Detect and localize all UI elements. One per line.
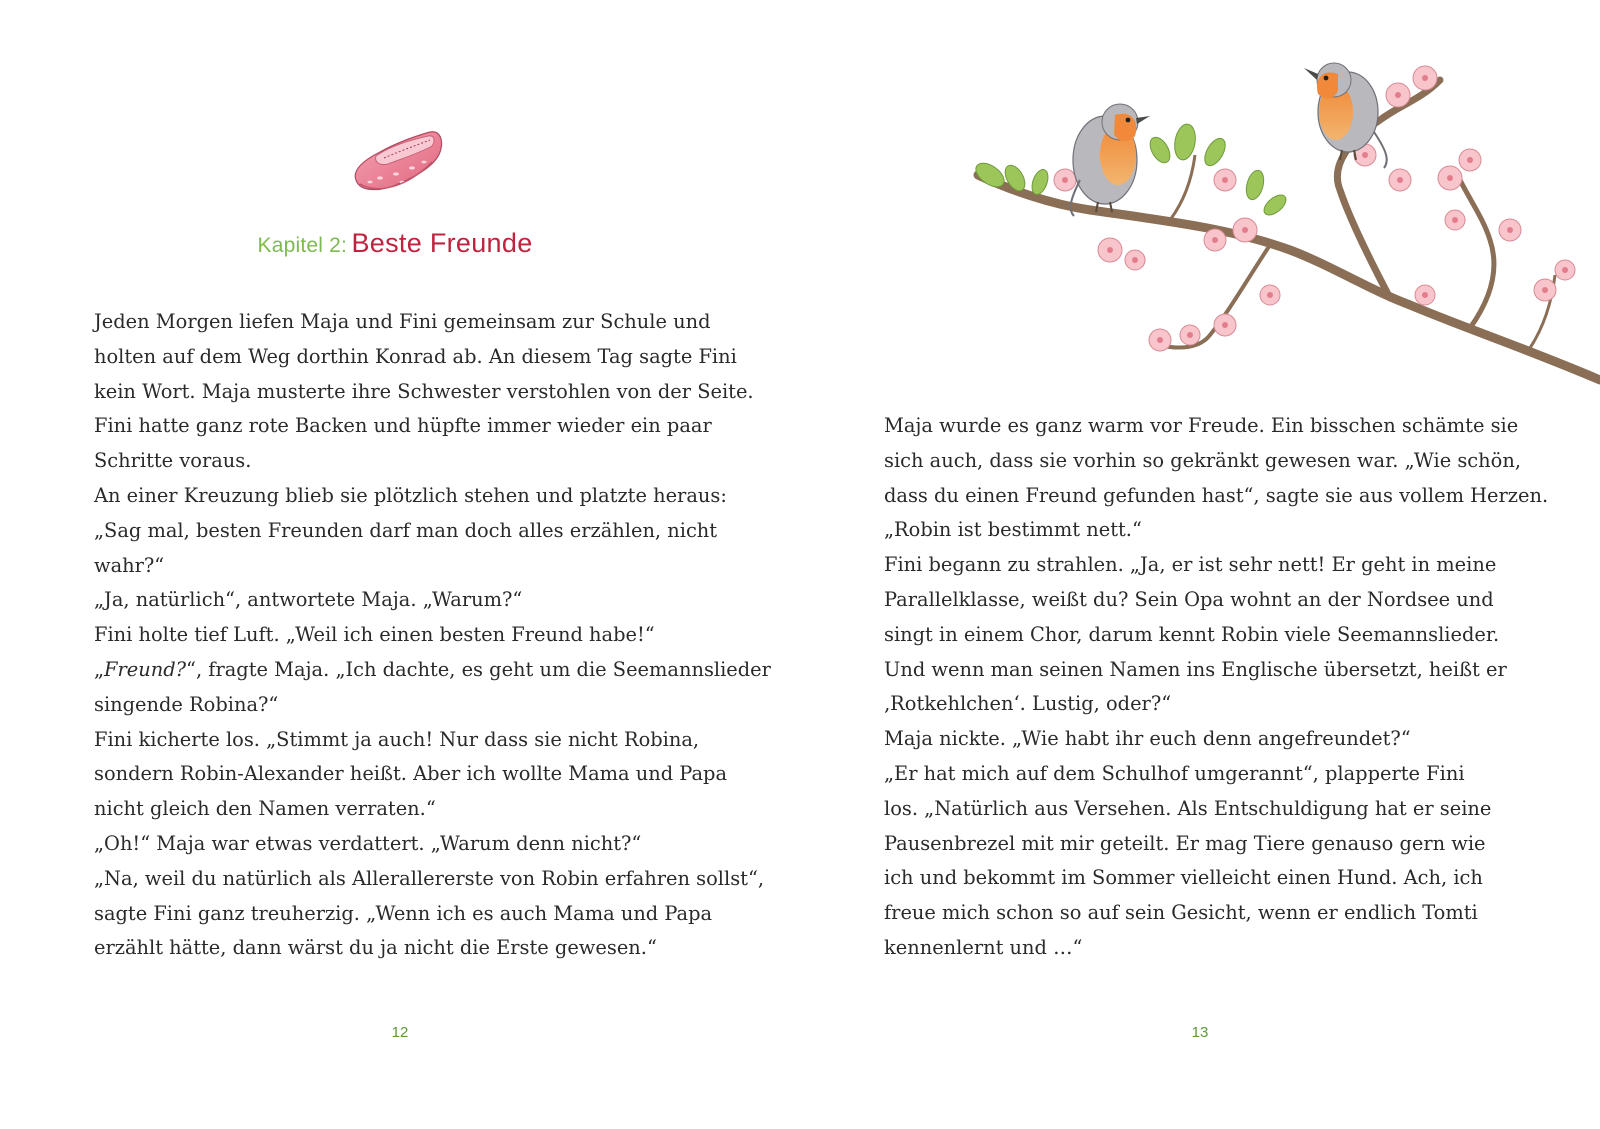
text-line: Fini begann zu strahlen. „Ja, er ist sehr nett! Er geht in meine bbox=[884, 553, 1497, 577]
text-line: ich und bekommt im Sommer vielleicht einen Hund. Ach, ich bbox=[884, 866, 1483, 890]
text-line: singende Robina?“ bbox=[94, 692, 279, 716]
text-line: Und wenn man seinen Namen ins Englische übersetzt, heißt er bbox=[884, 657, 1507, 681]
text-line: Fini kicherte los. „Stimmt ja auch! Nur dass sie nicht Robina, bbox=[94, 727, 700, 751]
line-rest: “, fragte Maja. „Ich dachte, es geht um die Seemannslieder bbox=[186, 657, 771, 681]
text-line: Fini holte tief Luft. „Weil ich einen besten Freund habe!“ bbox=[94, 623, 655, 647]
text-line-with-italic bbox=[94, 653, 771, 688]
text-line: los. „Natürlich aus Versehen. Als Entschuldigung hat er seine bbox=[884, 796, 1492, 820]
text-line: freue mich schon so auf sein Gesicht, wenn er endlich Tomti bbox=[884, 901, 1478, 925]
text-line: nicht gleich den Namen verraten.“ bbox=[94, 797, 436, 821]
text-line: Maja nickte. „Wie habt ihr euch denn angefreundet?“ bbox=[884, 727, 1411, 751]
chapter-label: Kapitel 2: bbox=[257, 234, 348, 257]
text-line: „Robin ist bestimmt nett.“ bbox=[884, 518, 1142, 542]
ballet-slipper-icon bbox=[350, 122, 446, 204]
text-line: Schritte voraus. bbox=[94, 449, 252, 473]
text-line: Maja wurde es ganz warm vor Freude. Ein bisschen schämte sie bbox=[884, 414, 1519, 437]
text-line: „Er hat mich auf dem Schulhof umgerannt“, plapperte Fini bbox=[884, 761, 1465, 785]
page-number: 12 bbox=[391, 1024, 409, 1041]
text-line: erzählt hätte, dann wärst du ja nicht die Erste gewesen.“ bbox=[94, 936, 657, 960]
text-line: wahr?“ bbox=[94, 553, 165, 577]
text-line: „Ja, natürlich“, antwortete Maja. „Warum?“ bbox=[94, 588, 523, 612]
robin-left bbox=[1071, 104, 1150, 216]
text-line: Parallelklasse, weißt du? Sein Opa wohnt an der Nordsee und bbox=[884, 587, 1494, 611]
text-line: singt in einem Chor, darum kennt Robin viele Seemannslieder. bbox=[884, 622, 1500, 646]
left-page-text bbox=[94, 305, 771, 966]
text-line: ‚Rotkehlchen‘. Lustig, oder?“ bbox=[884, 692, 1172, 716]
chapter-heading bbox=[0, 228, 790, 259]
text-line: kein Wort. Maja musterte ihre Schwester verstohlen von der Seite. bbox=[94, 379, 754, 403]
text-line: sondern Robin-Alexander heißt. Aber ich wollte Mama und Papa bbox=[94, 762, 728, 786]
text-line: holten auf dem Weg dorthin Konrad ab. An diesem Tag sagte Fini bbox=[94, 344, 737, 368]
text-line: An einer Kreuzung blieb sie plötzlich stehen und platzte heraus: bbox=[94, 483, 727, 507]
text-line: dass du einen Freund gefunden hast“, sagte sie aus vollem Herzen. bbox=[884, 483, 1549, 507]
text-line: sich auch, dass sie vorhin so gekränkt gewesen war. „Wie schön, bbox=[884, 448, 1521, 472]
text-line: Jeden Morgen liefen Maja und Fini gemeinsam zur Schule und bbox=[94, 310, 711, 333]
text-line: Pausenbrezel mit mir geteilt. Er mag Tiere genauso gern wie bbox=[884, 831, 1486, 855]
chapter-title: Beste Freunde bbox=[351, 228, 533, 258]
text-line: „Oh!“ Maja war etwas verdattert. „Warum denn nicht?“ bbox=[94, 831, 642, 855]
text-line: kennenlernt und …“ bbox=[884, 935, 1083, 959]
page-number: 13 bbox=[1191, 1024, 1209, 1041]
text-line: sagte Fini ganz treuherzig. „Wenn ich es auch Mama und Papa bbox=[94, 901, 713, 925]
italic-word: Freund? bbox=[104, 657, 187, 681]
robins-on-blossom-branch-illustration bbox=[970, 60, 1600, 400]
right-page bbox=[800, 0, 1600, 1129]
open-quote: „ bbox=[94, 657, 105, 681]
text-line: „Na, weil du natürlich als Allerallererste von Robin erfahren sollst“, bbox=[94, 866, 765, 890]
right-page-text bbox=[884, 409, 1549, 966]
text-line: Fini hatte ganz rote Backen und hüpfte immer wieder ein paar bbox=[94, 414, 712, 438]
text-line: „Sag mal, besten Freunden darf man doch alles erzählen, nicht bbox=[94, 518, 718, 542]
